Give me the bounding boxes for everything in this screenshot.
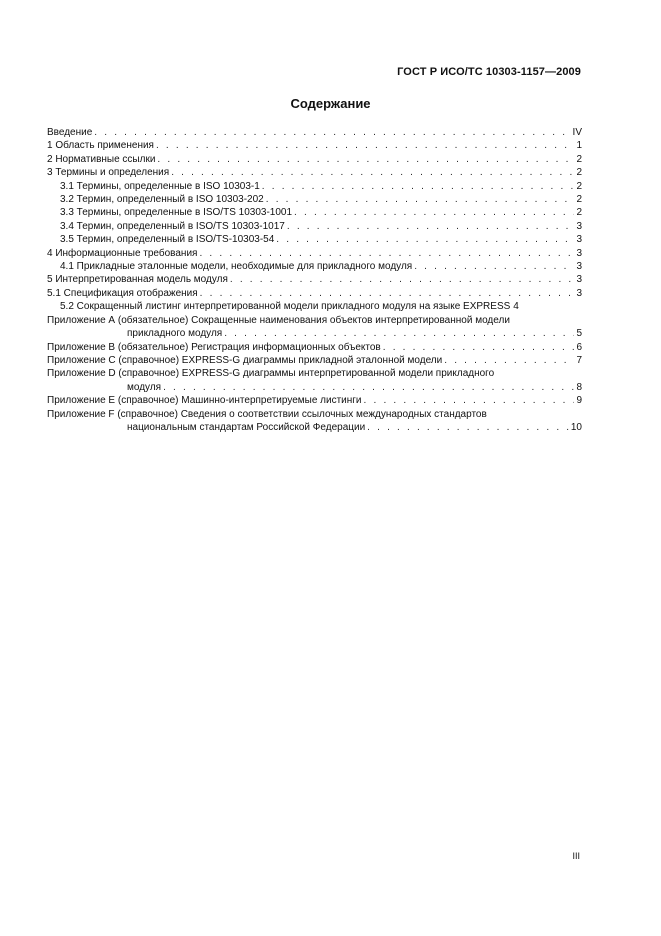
- toc-dot-leader: [230, 273, 575, 286]
- toc-entry[interactable]: [47, 341, 582, 354]
- toc-dot-leader: [224, 327, 574, 340]
- toc-entry-page: 5: [576, 328, 582, 340]
- toc-entry-label: Приложение С (справочное) EXPRESS-G диаграммы прикладной эталонной модели: [47, 354, 443, 366]
- document-id: ГОСТ Р ИСО/ТС 10303-1157—2009: [397, 66, 581, 78]
- toc-entry-label: 2 Нормативные ссылки: [47, 153, 156, 165]
- toc-dot-leader: [262, 180, 575, 193]
- toc-entry-heading[interactable]: Приложение F (справочное) Сведения о соответствии ссылочных международных стандартов: [47, 408, 487, 420]
- toc-entry-heading[interactable]: Приложение А (обязательное) Сокращенные наименования объектов интерпретированной модели: [47, 314, 510, 326]
- toc-entry-page: 2: [576, 153, 582, 165]
- toc-entry-page: 3: [576, 220, 582, 232]
- toc-entry-page: 1: [576, 140, 582, 152]
- toc-entry-label: 5.1 Спецификация отображения: [47, 287, 198, 299]
- toc-entry[interactable]: [47, 421, 582, 434]
- toc-entry-page: 7: [576, 354, 582, 366]
- toc-dot-leader: [383, 341, 575, 354]
- toc-dot-leader: [276, 233, 574, 246]
- toc-entry-page: 3: [576, 261, 582, 273]
- toc-entry-label: Приложение В (обязательное) Регистрация информационных объектов: [47, 341, 381, 353]
- toc-dot-leader: [414, 260, 574, 273]
- table-of-contents: [47, 126, 582, 434]
- toc-entry[interactable]: [47, 381, 582, 394]
- page-title: Содержание: [290, 96, 371, 111]
- toc-entry[interactable]: [47, 327, 582, 340]
- toc-entry[interactable]: [47, 126, 582, 139]
- toc-dot-leader: [287, 220, 575, 233]
- toc-entry-page: 3: [576, 287, 582, 299]
- toc-entry[interactable]: [47, 300, 582, 313]
- toc-entry-page: 2: [576, 167, 582, 179]
- toc-entry-label: Приложение Е (справочное) Машинно-интерпретируемые листинги: [47, 395, 362, 407]
- toc-entry[interactable]: [47, 273, 582, 286]
- toc-entry-page: 3: [576, 274, 582, 286]
- toc-dot-leader: [199, 247, 574, 260]
- toc-dot-leader: [200, 287, 575, 300]
- toc-entry-label: прикладного модуля: [127, 328, 223, 340]
- toc-entry[interactable]: [47, 394, 582, 407]
- toc-entry[interactable]: [47, 180, 582, 193]
- toc-entry-page: 3: [576, 234, 582, 246]
- toc-entry[interactable]: [47, 166, 582, 179]
- toc-entry-label: 5.2 Сокращенный листинг интерпретированной модели прикладного модуля на языке EXPRESS: [60, 301, 511, 313]
- toc-entry-page: 2: [576, 180, 582, 192]
- toc-dot-leader: [294, 206, 574, 219]
- page-number: III: [572, 851, 580, 861]
- toc-entry[interactable]: [47, 260, 582, 273]
- toc-entry-page: 8: [576, 381, 582, 393]
- toc-dot-leader: [266, 193, 575, 206]
- toc-entry[interactable]: [47, 139, 582, 152]
- toc-entry-page: 3: [576, 247, 582, 259]
- toc-entry-heading[interactable]: Приложение D (справочное) EXPRESS-G диаграммы интерпретированной модели прикладного: [47, 368, 495, 380]
- toc-entry[interactable]: [47, 153, 582, 166]
- toc-entry-page: 2: [576, 207, 582, 219]
- toc-dot-leader: [156, 139, 574, 152]
- toc-dot-leader: [444, 354, 574, 367]
- toc-entry[interactable]: [47, 206, 582, 219]
- toc-entry-label: модуля: [127, 381, 162, 393]
- toc-entry-page: 9: [576, 395, 582, 407]
- toc-dot-leader: [157, 153, 574, 166]
- toc-entry[interactable]: [47, 247, 582, 260]
- toc-entry[interactable]: [47, 220, 582, 233]
- toc-entry-label: 4.1 Прикладные эталонные модели, необходимые для прикладного модуля: [60, 261, 413, 273]
- toc-entry-label: 3.4 Термин, определенный в ISO/TS 10303-1017: [60, 220, 285, 232]
- toc-entry-label: Введение: [47, 127, 93, 138]
- toc-entry-page: 2: [576, 194, 582, 206]
- toc-dot-leader: [94, 126, 570, 139]
- toc-entry-label: 5 Интерпретированная модель модуля: [47, 274, 228, 286]
- toc-entry-page: IV: [572, 127, 582, 138]
- toc-entry[interactable]: [47, 193, 582, 206]
- toc-dot-leader: [171, 166, 574, 179]
- toc-entry-label: 3.2 Термин, определенный в ISO 10303-202: [60, 194, 264, 206]
- toc-entry-label: 1 Область применения: [47, 140, 154, 152]
- toc-entry-label: 3.5 Термин, определенный в ISO/TS-10303-54: [60, 234, 275, 246]
- toc-dot-leader: [364, 394, 575, 407]
- toc-dot-leader: [163, 381, 574, 394]
- toc-entry-label: 4 Информационные требования: [47, 247, 198, 259]
- toc-entry-label: 3 Термины и определения: [47, 167, 170, 179]
- toc-entry-page: 4: [513, 301, 519, 313]
- toc-dot-leader: [367, 421, 569, 434]
- toc-entry-label: 3.3 Термины, определенные в ISO/TS 10303-1001: [60, 207, 293, 219]
- toc-entry-page: 6: [576, 341, 582, 353]
- toc-entry[interactable]: [47, 354, 582, 367]
- toc-entry-label: национальным стандартам Российской Федерации: [127, 421, 366, 433]
- toc-entry[interactable]: [47, 233, 582, 246]
- toc-entry-page: 10: [570, 421, 582, 433]
- toc-entry[interactable]: [47, 287, 582, 300]
- toc-entry-label: 3.1 Термины, определенные в ISO 10303-1: [60, 180, 260, 192]
